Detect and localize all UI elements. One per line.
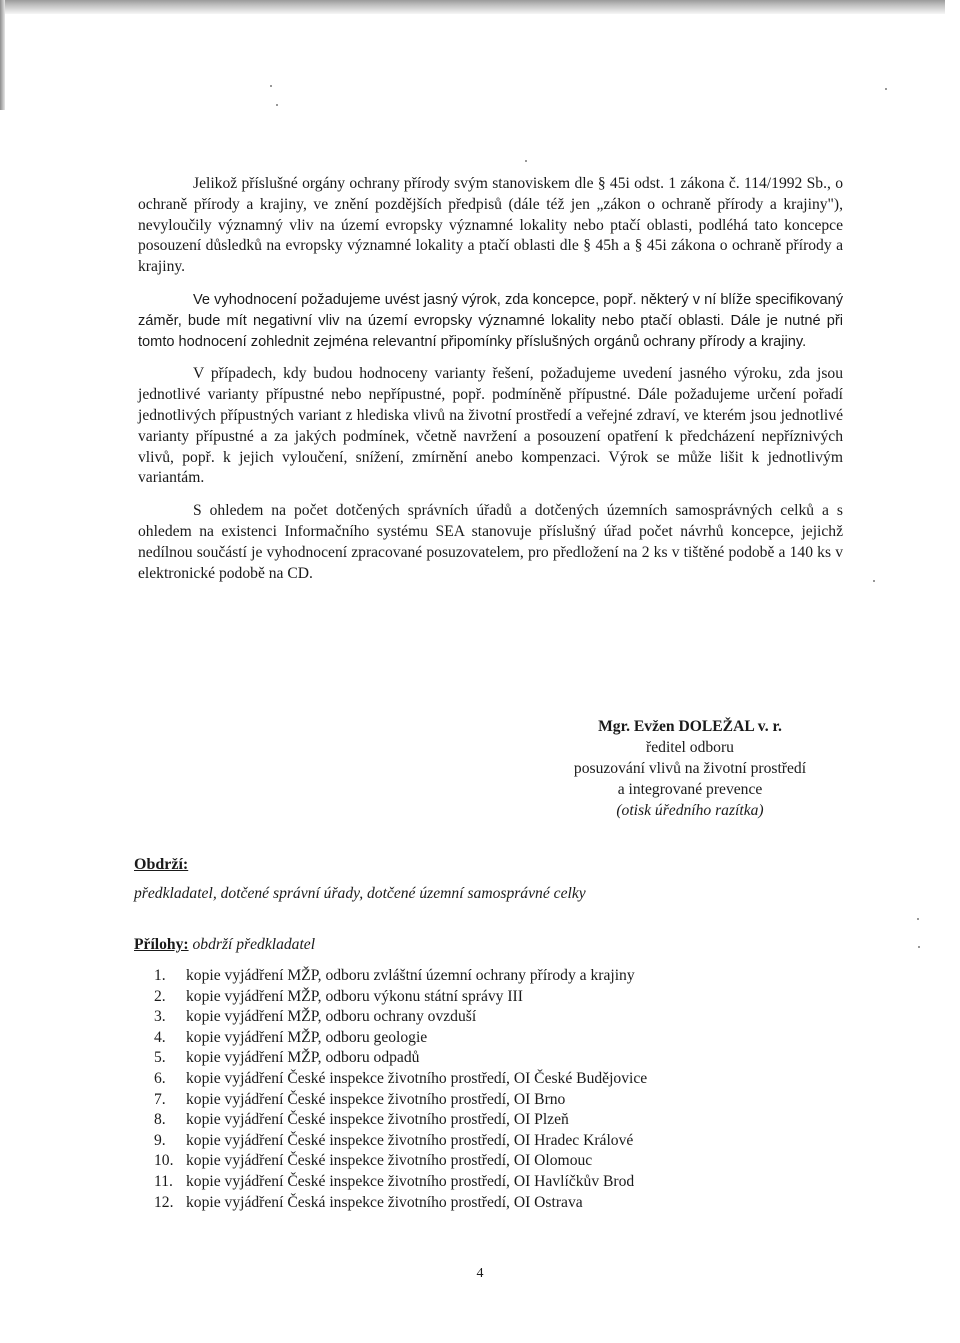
list-item-text: kopie vyjádření MŽP, odboru geologie xyxy=(186,1028,428,1046)
list-item-text: kopie vyjádření České inspekce životního prostředí, OI Olomouc xyxy=(186,1152,593,1170)
body-text xyxy=(138,174,843,596)
scan-edge-left xyxy=(0,0,5,110)
list-item-number: 11. xyxy=(154,1172,173,1190)
list-item xyxy=(154,1090,647,1111)
list-item-number: 12. xyxy=(154,1193,174,1211)
list-item xyxy=(154,1131,647,1152)
scan-speck xyxy=(917,918,919,920)
list-item-number: 4. xyxy=(154,1028,166,1046)
signatory-title: ředitel odboru xyxy=(646,739,734,756)
list-item-number: 8. xyxy=(154,1111,166,1129)
attachments-recipient: obdrží předkladatel xyxy=(192,936,316,953)
paragraph-evaluation-statement: Ve vyhodnocení požadujeme uvést jasný výrok, zda koncepce, popř. některý v ní blíže specifikovaný záměr, bude mít negativní vliv na území evropsky významné lokality nebo ptačí oblasti. Dále je nutné při tomto hodnocení zohlednit zejména relevantní připomínky příslušných orgánů ochrany přírody a krajiny. xyxy=(138,291,843,350)
stamp-note: (otisk úředního razítka) xyxy=(616,802,764,819)
list-item xyxy=(154,966,647,987)
recipients-list: předkladatel, dotčené správní úřady, dotčené územní samosprávné celky xyxy=(134,885,586,902)
list-item-text: kopie vyjádření Česká inspekce životního prostředí, OI Ostrava xyxy=(186,1193,583,1211)
signature-block xyxy=(520,716,860,821)
list-item-number: 5. xyxy=(154,1049,166,1067)
attachments-list xyxy=(154,966,647,1213)
list-item xyxy=(154,1172,647,1193)
list-item-number: 1. xyxy=(154,967,166,984)
scan-speck xyxy=(885,88,887,90)
list-item xyxy=(154,1151,647,1172)
scan-speck xyxy=(873,580,875,582)
list-item xyxy=(154,1007,647,1028)
list-item-text: kopie vyjádření České inspekce životního prostředí, OI České Budějovice xyxy=(186,1069,648,1087)
signatory-department-cont: a integrované prevence xyxy=(617,781,763,798)
list-item-text: kopie vyjádření MŽP, odboru ochrany ovzduší xyxy=(186,1008,477,1026)
list-item-number: 6. xyxy=(154,1069,166,1087)
scan-edge-top xyxy=(0,0,945,14)
list-item-text: kopie vyjádření České inspekce životního prostředí, OI Plzeň xyxy=(186,1111,569,1129)
scan-speck xyxy=(918,946,920,948)
list-item-text: kopie vyjádření MŽP, odboru zvláštní územní ochrany přírody a krajiny xyxy=(186,967,635,984)
attachments-heading: Přílohy: xyxy=(134,936,189,953)
list-item xyxy=(154,1069,647,1090)
list-item xyxy=(154,1028,647,1049)
list-item xyxy=(154,987,647,1008)
list-item xyxy=(154,1110,647,1131)
signatory-department: posuzování vlivů na životní prostředí xyxy=(573,760,807,777)
list-item-number: 10. xyxy=(154,1152,174,1170)
signatory-name: Mgr. Evžen DOLEŽAL v. r. xyxy=(598,718,782,735)
list-item-text: kopie vyjádření MŽP, odboru výkonu státní správy III xyxy=(186,987,523,1005)
attachments-section xyxy=(134,936,315,954)
list-item xyxy=(154,1048,647,1069)
list-item-number: 3. xyxy=(154,1008,166,1026)
recipients-heading: Obdrží: xyxy=(134,856,189,873)
scan-speck xyxy=(270,85,272,87)
list-item-text: kopie vyjádření České inspekce životního prostředí, OI Brno xyxy=(186,1090,566,1108)
paragraph-copies: S ohledem na počet dotčených správních úřadů a dotčených územních samosprávných celků a s ohledem na existenci Informačního systému SEA stanovuje příslušný úřad počet návrhů koncepce, jejichž nedílnou součástí je vyhodnocení zpracované posuzovatelem, pro předložení na 2 ks v tištěné podobě a 140 ks v elektronické podobě na CD. xyxy=(138,502,843,582)
list-item-text: kopie vyjádření České inspekce životního prostředí, OI Havlíčkův Brod xyxy=(186,1172,635,1190)
paragraph-intro: Jelikož příslušné orgány ochrany přírody svým stanoviskem dle § 45i odst. 1 zákona č. 114/1992 Sb., o ochraně přírody a krajiny, ve znění pozdějších předpisů (dále též jen „zákon o ochraně přírody a krajiny"), nevyloučily významný vliv na území evropsky významné lokality nebo ptačí oblasti, podléhá tato koncepce posouzení důsledků na evropsky významné lokality a ptačí oblasti dle § 45h a § 45i zákona o ochraně přírody a krajiny. xyxy=(138,175,843,276)
list-item xyxy=(154,1193,647,1214)
list-item-number: 7. xyxy=(154,1090,166,1108)
page-number: 4 xyxy=(476,1266,484,1281)
scan-speck xyxy=(276,104,278,106)
list-item-number: 9. xyxy=(154,1131,166,1149)
list-item-number: 2. xyxy=(154,987,166,1005)
scan-speck xyxy=(525,160,527,162)
list-item-text: kopie vyjádření České inspekce životního prostředí, OI Hradec Králové xyxy=(186,1131,634,1149)
paragraph-variants: V případech, kdy budou hodnoceny varianty řešení, požadujeme uvedení jasného výroku, zda jsou jednotlivé varianty přípustné nebo nepřípustné, popř. podmíněně přípustné. Dále požadujeme určení pořadí jednotlivých přípustných variant z hlediska vlivů na životní prostředí a veřejné zdraví, ve kterém jsou jednotlivé varianty přípustné a za jakých podmínek, včetně navržení a posouzení opatření k předcházení nepříznivých vlivů, popř. k jejich vyloučení, snížení, zmírnění anebo kompenzaci. Výrok se může lišit k jednotlivým variantám. xyxy=(138,365,843,487)
list-item-text: kopie vyjádření MŽP, odboru odpadů xyxy=(186,1049,420,1067)
